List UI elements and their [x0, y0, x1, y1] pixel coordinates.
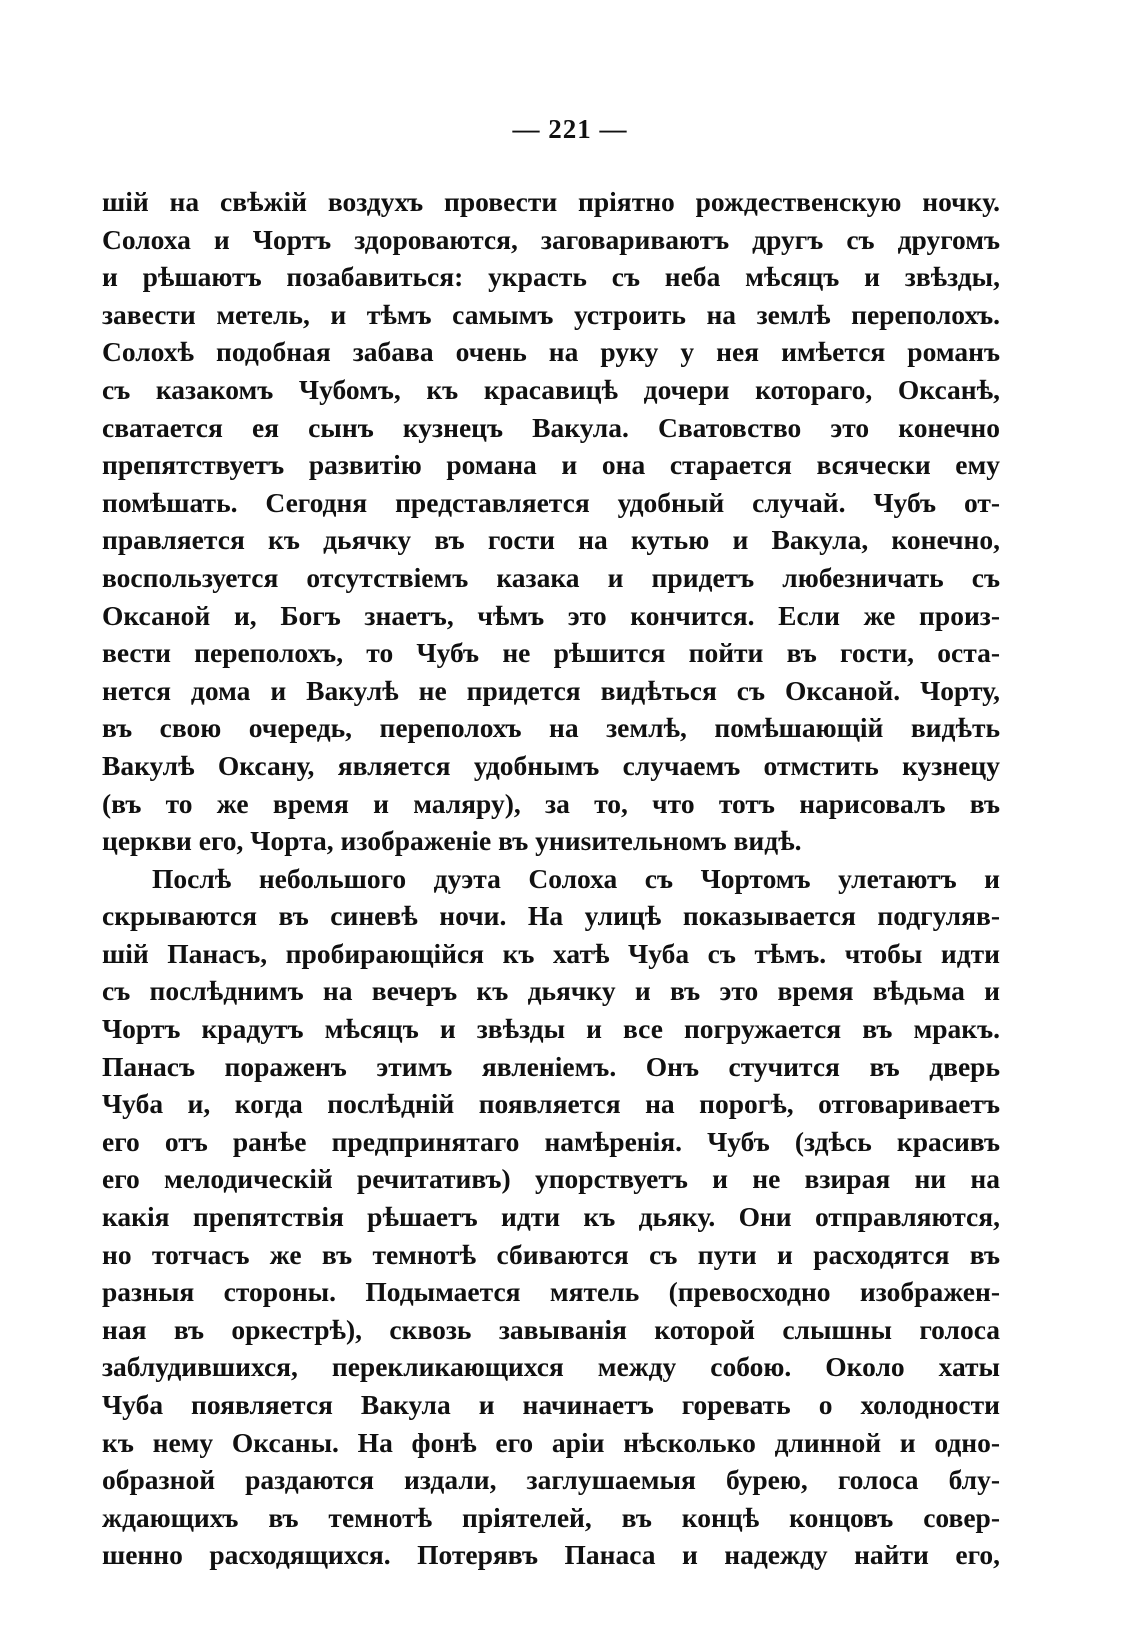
text-line: Солоха и Чортъ здороваются, заговариваютъ другъ съ другомъ	[102, 223, 1000, 255]
text-line: какія препятствія рѣшаетъ идти къ дьяку. Они отправляются,	[102, 1201, 1000, 1233]
text-line: помѣшать. Сегодня представляется удобный случай. Чубъ от-	[102, 486, 1000, 518]
text-line: разныя стороны. Подымается мятель (превосходно изображен-	[102, 1276, 1000, 1308]
text-line: въ свою очередь, переполохъ на землѣ, помѣшающій видѣть	[102, 712, 1000, 744]
text-line: ждающихъ въ темнотѣ пріятелей, въ концѣ концовъ совер-	[102, 1501, 1000, 1533]
page-number: — 221 —	[512, 114, 628, 144]
text-line: Оксаной и, Богъ знаетъ, чѣмъ это кончится. Если же произ-	[102, 599, 1000, 631]
text-line: Чуба и, когда послѣдній появляется на порогѣ, отговариваетъ	[102, 1088, 1000, 1120]
text-line: вести переполохъ, то Чубъ не рѣшится пойти въ гости, оста-	[102, 637, 1000, 669]
text-line: Солохѣ подобная забава очень на руку у нея имѣется романъ	[102, 336, 1000, 368]
text-line: Чуба появляется Вакула и начинаетъ горевать о холодности	[102, 1389, 1000, 1420]
text-line: шій Панасъ, пробирающійся къ хатѣ Чуба съ тѣмъ. чтобы идти	[102, 937, 1000, 969]
text-line: съ казакомъ Чубомъ, къ красавицѣ дочери котораго, Оксанѣ,	[102, 373, 1000, 405]
text-line: сватается ея сынъ кузнецъ Вакула. Сватовство это конечно	[102, 411, 1000, 443]
text-line: ная въ оркестрѣ), сквозь завыванія которой слышны голоса	[102, 1313, 1000, 1345]
text-line-paragraph-end: церкви его, Чорта, изображеніе въ униѕительномъ видѣ.	[102, 825, 802, 857]
text-line: но тотчасъ же въ темнотѣ сбиваются съ пути и расходятся въ	[102, 1238, 1000, 1270]
text-line: завести метель, и тѣмъ самымъ устроить на землѣ переполохъ.	[102, 298, 1000, 330]
text-line: правляется къ дьячку въ гости на кутью и Вакула, конечно,	[102, 524, 1000, 556]
text-line: Чортъ крадутъ мѣсяцъ и звѣзды и все погружается въ мракъ.	[102, 1013, 1000, 1045]
text-line: воспользуется отсутствіемъ казака и придетъ любезничать съ	[102, 561, 1000, 593]
text-line: заблудившихся, перекликающихся между собою. Около хаты	[102, 1351, 1000, 1383]
text-line: шенно расходящихся. Потерявъ Панаса и надежду найти его,	[102, 1539, 1000, 1571]
text-line: его мелодическій речитативъ) упорствуетъ и не взирая ни на	[102, 1163, 1000, 1195]
text-line: препятствуетъ развитію романа и она старается всячески ему	[102, 449, 1000, 481]
body-text	[102, 183, 1000, 1574]
text-line: шій на свѣжій воздухъ провести пріятно рождественскую ночку.	[102, 186, 1000, 217]
text-line: Панасъ пораженъ этимъ явленіемъ. Онъ стучится въ дверь	[102, 1050, 1000, 1082]
text-line: къ нему Оксаны. На фонѣ его аріи нѣсколько длинной и одно-	[102, 1426, 1000, 1458]
text-line-paragraph-start: Послѣ небольшого дуэта Солоха съ Чортомъ улетаютъ и	[152, 862, 1000, 894]
text-line: образной раздаются издали, заглушаемыя бурею, голоса блу-	[102, 1464, 1000, 1496]
text-line: (въ то же время и маляру), за то, что тотъ нарисовалъ въ	[102, 787, 1000, 819]
text-line: съ послѣднимъ на вечеръ къ дьячку и въ это время вѣдьма и	[102, 975, 1000, 1007]
text-line: и рѣшаютъ позабавиться: украсть съ неба мѣсяцъ и звѣзды,	[102, 261, 1000, 293]
text-line: его отъ ранѣе предпринятаго намѣренія. Чубъ (здѣсь красивъ	[102, 1125, 1000, 1157]
text-line: скрываются въ синевѣ ночи. На улицѣ показывается подгуляв-	[102, 900, 1000, 932]
text-line: нется дома и Вакулѣ не придется видѣться съ Оксаной. Чорту,	[102, 674, 1000, 706]
text-line: Вакулѣ Оксану, является удобнымъ случаемъ отмстить кузнецу	[102, 749, 1000, 781]
